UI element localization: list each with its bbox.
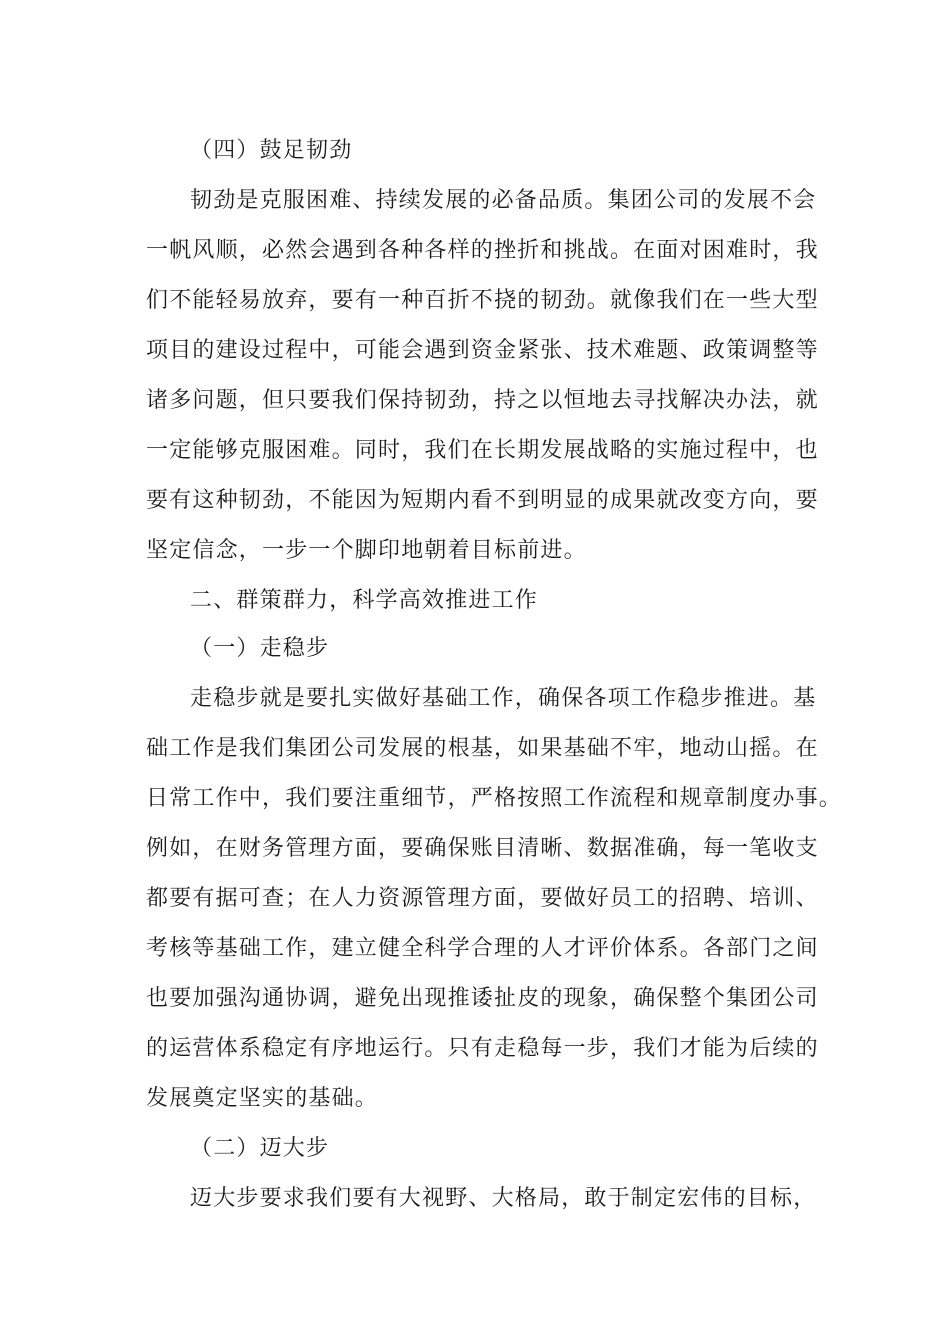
paragraph-line: 坚定信念，一步一个脚印地朝着目标前进。 xyxy=(146,538,587,563)
section-heading-4: （四）鼓足韧劲 xyxy=(190,138,353,163)
paragraph-line: 础工作是我们集团公司发展的根基，如果基础不牢，地动山摇。在 xyxy=(146,736,819,761)
chapter-heading-2: 二、群策群力，科学高效推进工作 xyxy=(190,588,539,613)
paragraph-line: 一帆风顺，必然会遇到各种各样的挫折和挑战。在面对困难时，我 xyxy=(146,238,819,263)
paragraph-line: 都要有据可查；在人力资源管理方面，要做好员工的招聘、培训、 xyxy=(146,886,819,911)
section-heading-2: （二）迈大步 xyxy=(190,1136,330,1161)
paragraph-line: 走稳步就是要扎实做好基础工作，确保各项工作稳步推进。基 xyxy=(190,686,817,711)
paragraph-line: 迈大步要求我们要有大视野、大格局，敢于制定宏伟的目标， xyxy=(190,1186,817,1211)
paragraph-line: 们不能轻易放弃，要有一种百折不挠的韧劲。就像我们在一些大型 xyxy=(146,288,819,313)
paragraph-line: 韧劲是克服困难、持续发展的必备品质。集团公司的发展不会 xyxy=(190,188,817,213)
paragraph-line: 要有这种韧劲，不能因为短期内看不到明显的成果就改变方向，要 xyxy=(146,488,819,513)
paragraph-line: 的运营体系稳定有序地运行。只有走稳每一步，我们才能为后续的 xyxy=(146,1036,819,1061)
paragraph-line: 诸多问题，但只要我们保持韧劲，持之以恒地去寻找解决办法，就 xyxy=(146,388,819,413)
paragraph-line: 发展奠定坚实的基础。 xyxy=(146,1086,379,1111)
paragraph-line: 一定能够克服困难。同时，我们在长期发展战略的实施过程中，也 xyxy=(146,438,819,463)
paragraph-line: 考核等基础工作，建立健全科学合理的人才评价体系。各部门之间 xyxy=(146,936,819,961)
paragraph-line: 例如，在财务管理方面，要确保账目清晰、数据准确，每一笔收支 xyxy=(146,836,819,861)
paragraph-line: 日常工作中，我们要注重细节，严格按照工作流程和规章制度办事。 xyxy=(146,786,843,811)
section-heading-1: （一）走稳步 xyxy=(190,636,330,661)
paragraph-line: 也要加强沟通协调，避免出现推诿扯皮的现象，确保整个集团公司 xyxy=(146,986,819,1011)
paragraph-line: 项目的建设过程中，可能会遇到资金紧张、技术难题、政策调整等 xyxy=(146,338,819,363)
